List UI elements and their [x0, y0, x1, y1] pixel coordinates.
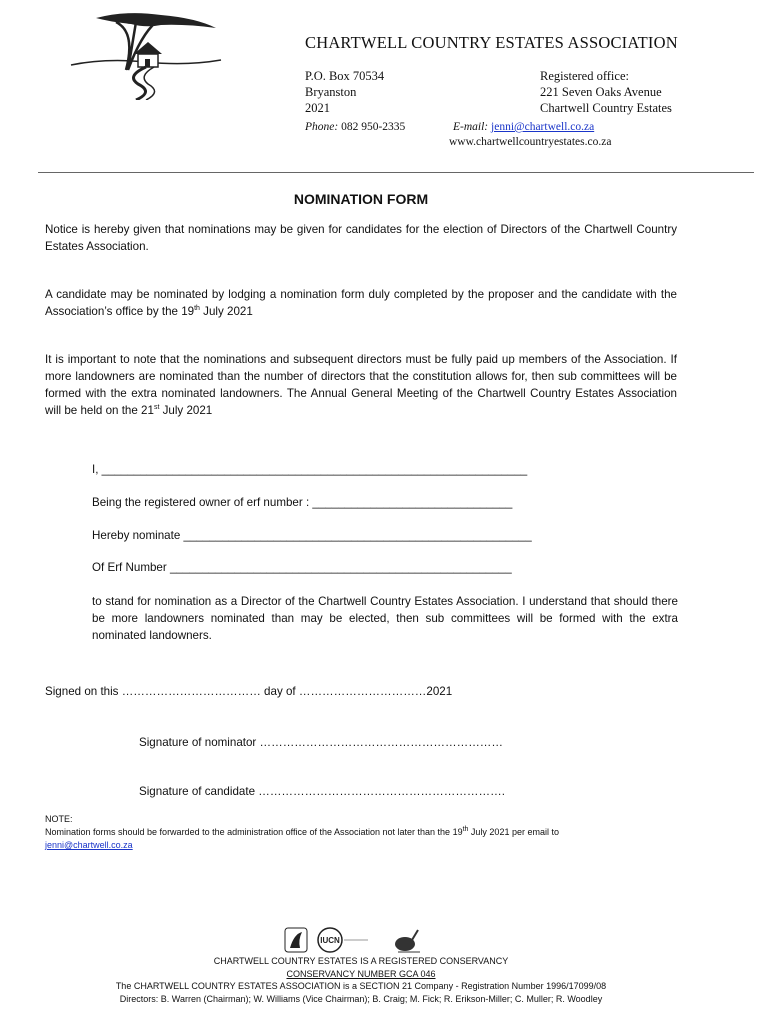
- membership-text: It is important to note that the nominations and subsequent directors must be fully paid up members of the Association. If more landowners are nominated than the number of directors that the constitution allows for, then sub committees will be formed with the extra nominated landowners. The Annual General Meeting of the Chartwell Country Estates Association will be held on the 21: [45, 353, 677, 417]
- registered-line: Chartwell Country Estates: [540, 101, 672, 115]
- website: www.chartwellcountryestates.co.za: [449, 136, 612, 148]
- declaration-text: to stand for nomination as a Director of the Chartwell Country Estates Association. I understand that should there be more landowners nominated than may be elected, then sub committees will be formed with the extra nominated landowners.: [92, 595, 678, 642]
- note-tail: July 2021 per email to: [468, 827, 559, 837]
- deadline-suffix: th: [194, 305, 200, 313]
- deadline-date: July 2021: [199, 305, 253, 318]
- membership-paragraph: [45, 351, 677, 419]
- agm-suffix: st: [153, 404, 160, 412]
- registered-line: Registered office:: [540, 69, 629, 83]
- note-text: [45, 826, 559, 839]
- registered-office: [540, 68, 672, 116]
- footer-logos: [280, 924, 440, 954]
- guineafowl-icon: [395, 930, 420, 952]
- postal-line: Bryanston: [305, 85, 357, 99]
- agm-date: July 2021: [159, 404, 213, 417]
- footer-registration: The CHARTWELL COUNTRY ESTATES ASSOCIATION is a SECTION 21 Company - Registration Number 1996/17099/08: [115, 981, 607, 991]
- email-link[interactable]: jenni@chartwell.co.za: [491, 121, 595, 133]
- nominator-signature-field[interactable]: Signature of nominator ………………………………………………………: [139, 736, 503, 749]
- footer-conservancy: CHARTWELL COUNTRY ESTATES IS A REGISTERED CONSERVANCY: [213, 956, 509, 966]
- registered-line: 221 Seven Oaks Avenue: [540, 85, 662, 99]
- note-block: [45, 813, 559, 852]
- form-title: NOMINATION FORM: [293, 191, 429, 207]
- phone-line: [305, 120, 405, 135]
- note-label: NOTE:: [45, 814, 73, 824]
- postal-line: P.O. Box 70534: [305, 69, 385, 83]
- iucn-text: IUCN: [320, 936, 340, 945]
- nominee-erf-field[interactable]: Of Erf Number _____________________________________________________: [92, 561, 512, 574]
- iucn-logo-icon: [318, 928, 368, 952]
- erf-number-field[interactable]: Being the registered owner of erf number : _______________________________: [92, 496, 513, 509]
- org-name: CHARTWELL COUNTRY ESTATES ASSOCIATION: [305, 33, 678, 52]
- email-line: [453, 120, 594, 135]
- note-suffix: th: [462, 826, 469, 833]
- nominee-field[interactable]: Hereby nominate ______________________________________________________: [92, 529, 532, 542]
- notice-paragraph: Notice is hereby given that nominations may be given for candidates for the election of Directors of the Chartwell Country Estates Association.: [45, 223, 677, 253]
- footer-directors: Directors: B. Warren (Chairman); W. Williams (Vice Chairman); B. Craig; M. Fick; R. Erikson-Miller; C. Muller; R. Woodley: [119, 993, 603, 1004]
- footer-conservancy-number: CONSERVANCY NUMBER GCA 046: [286, 968, 436, 979]
- note-email-link[interactable]: jenni@chartwell.co.za: [45, 840, 133, 850]
- bird-icon: [285, 928, 307, 952]
- candidate-signature-field[interactable]: Signature of candidate ……………………………………………………….: [139, 785, 505, 798]
- deadline-paragraph: [45, 286, 677, 320]
- postal-address: [305, 68, 384, 116]
- email-label: E-mail:: [453, 121, 489, 133]
- name-field[interactable]: I, __________________________________________________________________: [92, 463, 528, 476]
- postal-line: 2021: [305, 101, 330, 115]
- header-divider: [38, 172, 754, 173]
- footer: [0, 955, 722, 1005]
- phone-number: 082 950-2335: [341, 121, 406, 133]
- deadline-text: A candidate may be nominated by lodging a nomination form duly completed by the proposer and the candidate with the Association’s office by the 19: [45, 288, 677, 318]
- note-body: Nomination forms should be forwarded to the administration office of the Association not later than the 19: [45, 827, 463, 837]
- phone-label: Phone:: [305, 121, 339, 133]
- signed-date-field[interactable]: Signed on this ……………………………… day of ……………………………2021: [45, 685, 453, 698]
- estate-logo: [66, 10, 226, 100]
